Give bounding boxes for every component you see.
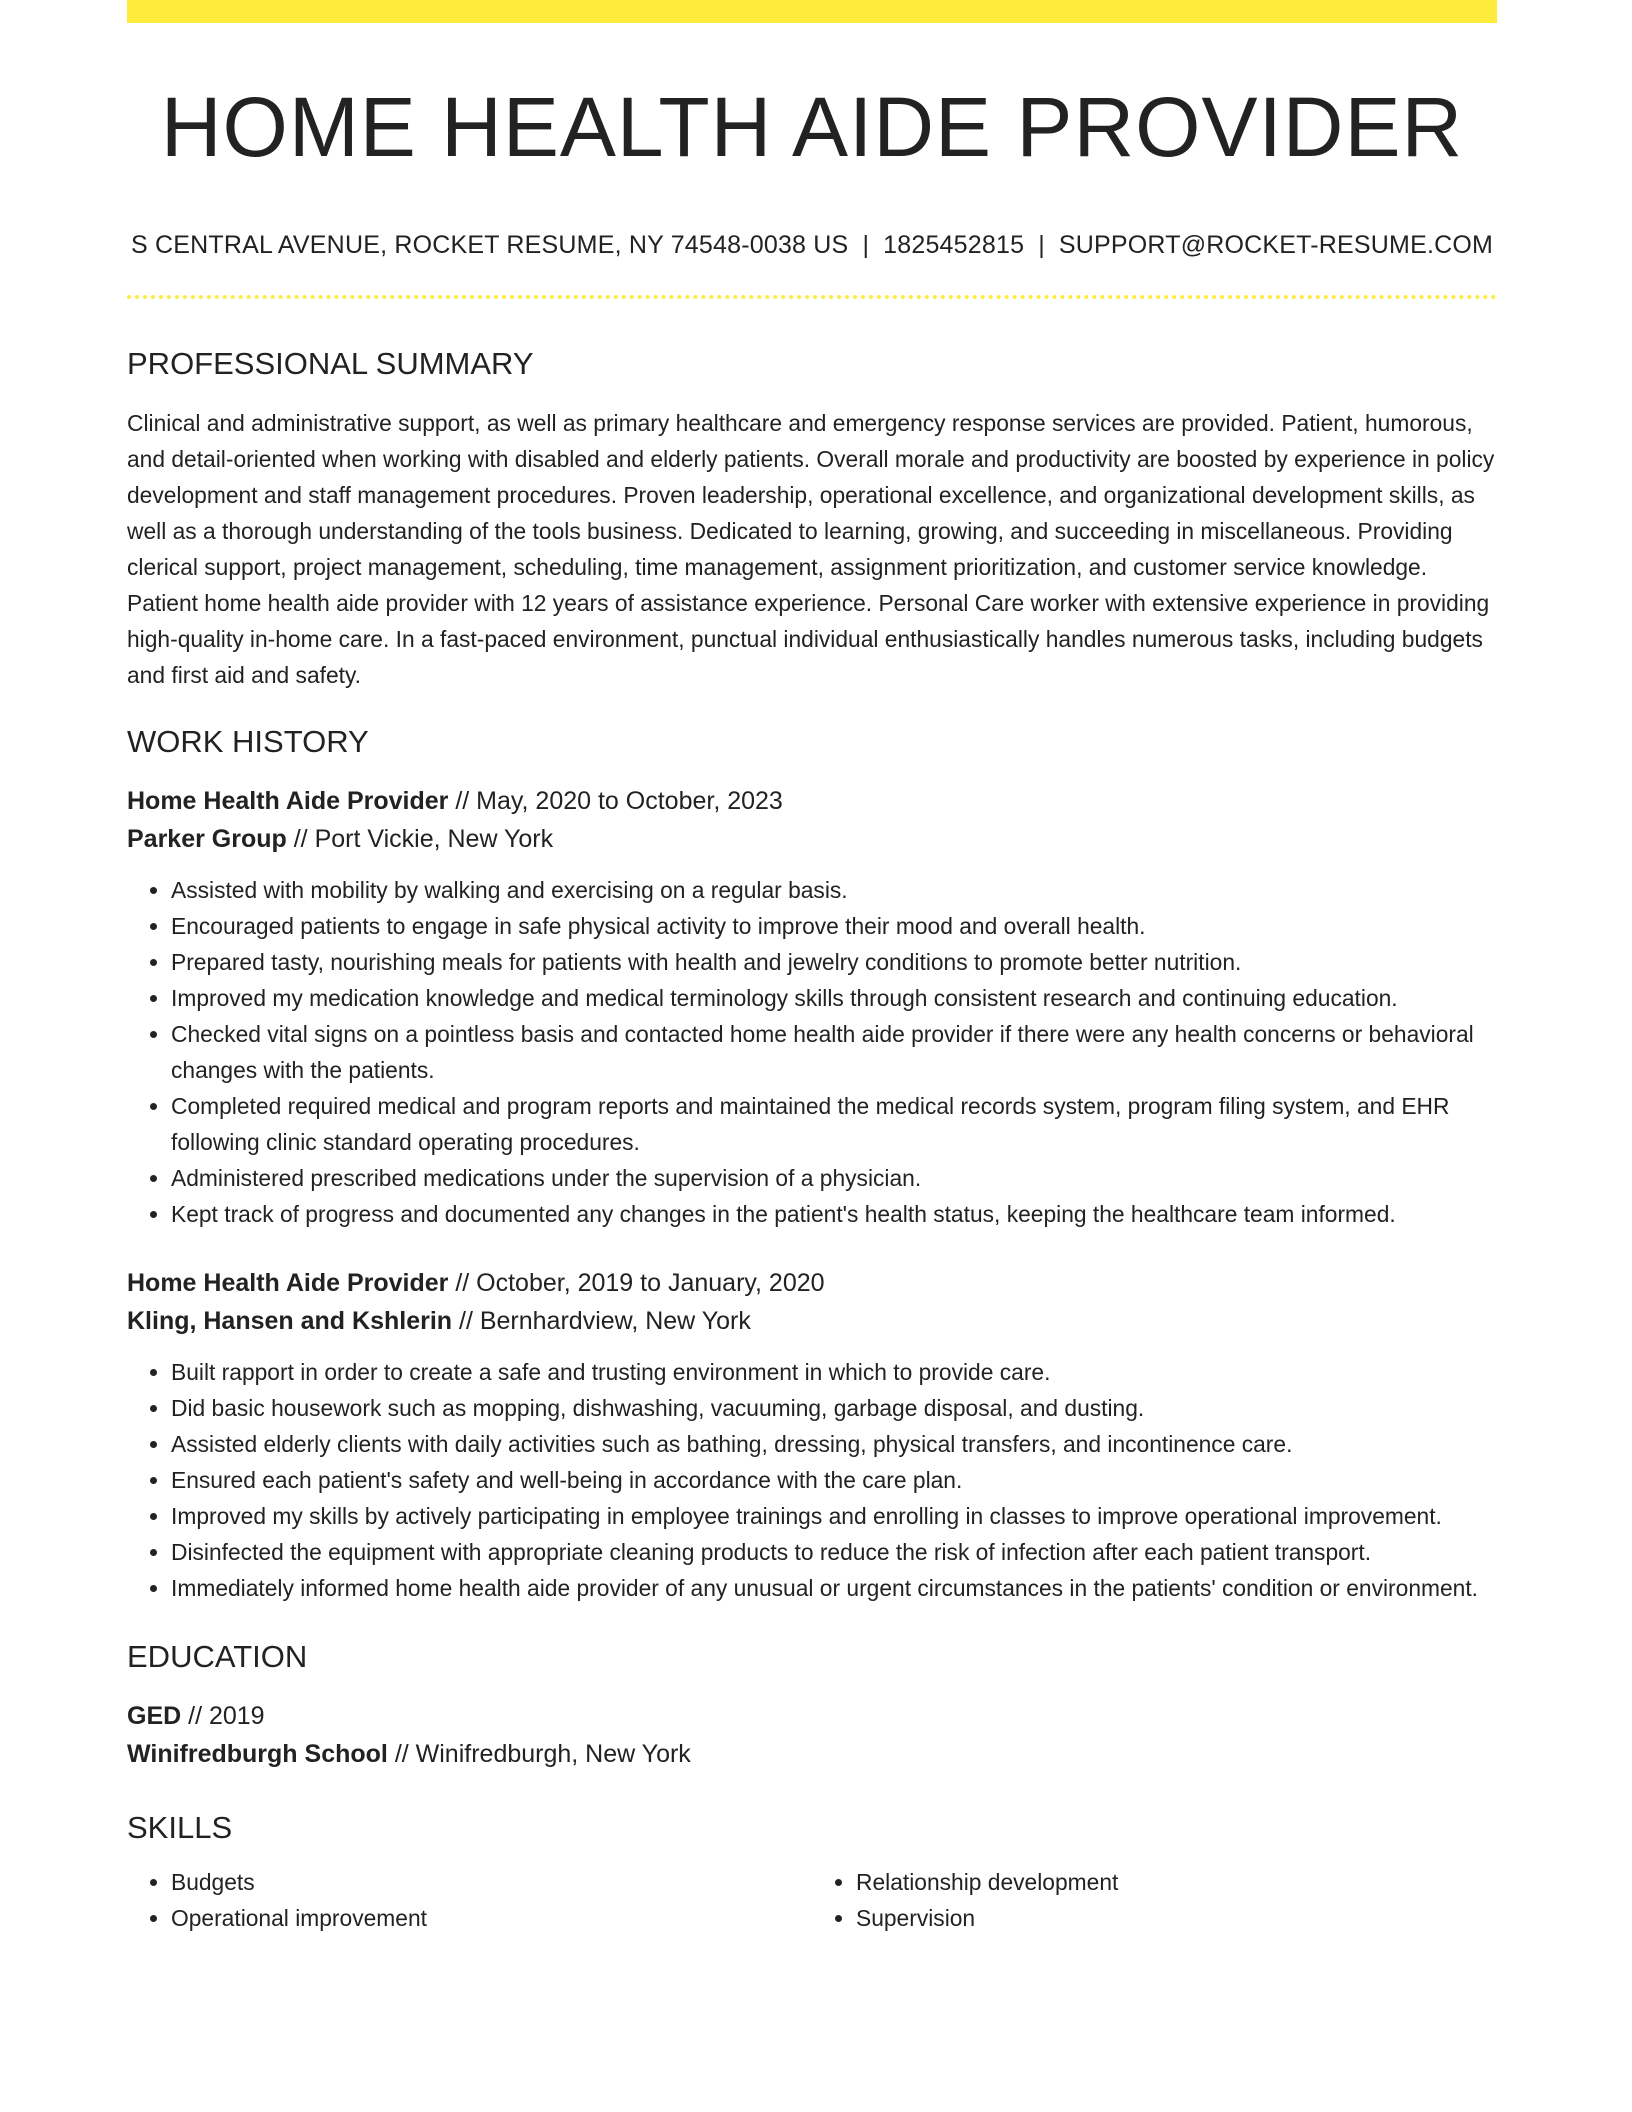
contact-line — [127, 231, 1497, 260]
resume-page — [127, 0, 1497, 1936]
job-location: // Bernhardview, New York — [452, 1306, 751, 1335]
school-location: // Winifredburgh, New York — [387, 1739, 691, 1768]
job-dates: // May, 2020 to October, 2023 — [448, 786, 783, 815]
summary-text: Clinical and administrative support, as well as primary healthcare and emergency response services are provided. Patient, humorous, and detail-oriented when working with disabled and elderly patients. Overall morale and productivity are boosted by experience in policy development and staff management procedures. Proven leadership, operational excellence, and organizational development skills, as well as a thorough understanding of the tools business. Dedicated to learning, growing, and succeeding in miscellaneous. Providing clerical support, project management, scheduling, time management, assignment prioritization, and customer service knowledge. Patient home health aide provider with 12 years of assistance experience. Personal Care worker with extensive experience in providing high-quality in-home care. In a fast-paced environment, punctual individual enthusiastically handles numerous tasks, including budgets and first aid and safety. — [127, 409, 1495, 688]
list-item: • Did basic housework such as mopping, dishwashing, vacuuming, garbage disposal, and dusting. — [171, 1390, 1497, 1426]
list-item: • Disinfected the equipment with appropriate cleaning products to reduce the risk of infection after each patient transport. — [171, 1534, 1497, 1570]
list-item: • Improved my medication knowledge and medical terminology skills through consistent research and continuing education. — [171, 980, 1497, 1016]
list-item: • Budgets — [171, 1864, 812, 1900]
skills-column-right — [812, 1864, 1497, 1936]
list-item: • Encouraged patients to engage in safe physical activity to improve their mood and overall health. — [171, 908, 1497, 944]
list-item: • Checked vital signs on a pointless basis and contacted home health aide provider if there were any health concerns or behavioral changes with the patients. — [171, 1016, 1497, 1088]
list-item: • Ensured each patient's safety and well-being in accordance with the care plan. — [171, 1462, 1497, 1498]
skills-grid — [127, 1864, 1497, 1936]
job-title-line — [127, 782, 1497, 820]
list-item: • Relationship development — [856, 1864, 1497, 1900]
job-title-line — [127, 1264, 1497, 1302]
job-entry — [127, 782, 1497, 1232]
school-line — [127, 1735, 1497, 1773]
degree: GED — [127, 1701, 182, 1730]
job-company-line — [127, 820, 1497, 858]
job-company-line — [127, 1302, 1497, 1340]
list-item: • Improved my skills by actively participating in employee trainings and enrolling in classes to improve operational improvement. — [171, 1498, 1497, 1534]
degree-year: // 2019 — [181, 1701, 265, 1730]
phone: 1825452815 — [883, 231, 1025, 260]
list-item: • Built rapport in order to create a safe and trusting environment in which to provide care. — [171, 1354, 1497, 1390]
job-bullets — [127, 872, 1497, 1232]
job-company: Parker Group — [127, 824, 287, 853]
list-item: • Operational improvement — [171, 1900, 812, 1936]
list-item: • Kept track of progress and documented any changes in the patient's health status, keeping the healthcare team informed. — [171, 1196, 1497, 1232]
list-item: • Prepared tasty, nourishing meals for patients with health and jewelry conditions to promote better nutrition. — [171, 944, 1497, 980]
job-location: // Port Vickie, New York — [286, 824, 554, 853]
contact-separator: | — [862, 231, 870, 260]
school: Winifredburgh School — [127, 1739, 388, 1768]
contact-separator: | — [1038, 231, 1045, 260]
job-role: Home Health Aide Provider — [127, 1268, 449, 1297]
list-item: • Assisted with mobility by walking and exercising on a regular basis. — [171, 872, 1497, 908]
job-bullets — [127, 1354, 1497, 1606]
list-item: • Completed required medical and program reports and maintained the medical records system, program filing system, and EHR following clinic standard operating procedures. — [171, 1088, 1497, 1160]
list-item: • Assisted elderly clients with daily activities such as bathing, dressing, physical transfers, and incontinence care. — [171, 1426, 1497, 1462]
summary-heading: PROFESSIONAL SUMMARY — [127, 346, 534, 382]
job-company: Kling, Hansen and Kshlerin — [127, 1306, 453, 1335]
accent-bar — [127, 0, 1497, 23]
address: S CENTRAL AVENUE, ROCKET RESUME, NY 74548-0038 US — [130, 231, 849, 260]
list-item: • Supervision — [856, 1900, 1497, 1936]
candidate-name: HOME HEALTH AIDE PROVIDER — [160, 80, 1464, 174]
degree-line — [127, 1697, 1497, 1735]
job-role: Home Health Aide Provider — [127, 786, 449, 815]
education-heading: EDUCATION — [127, 1638, 308, 1674]
skills-heading: SKILLS — [127, 1809, 233, 1845]
dotted-divider — [127, 295, 1497, 299]
job-entry — [127, 1264, 1497, 1606]
list-item: • Immediately informed home health aide provider of any unusual or urgent circumstances in the patients' condition or environment. — [171, 1570, 1497, 1606]
skills-column-left — [127, 1864, 812, 1936]
email-link[interactable]: SUPPORT@ROCKET-RESUME.COM — [1058, 231, 1494, 260]
work-history-heading: WORK HISTORY — [127, 723, 369, 759]
list-item: • Administered prescribed medications under the supervision of a physician. — [171, 1160, 1497, 1196]
job-dates: // October, 2019 to January, 2020 — [448, 1268, 825, 1297]
education-entry — [127, 1697, 1497, 1773]
